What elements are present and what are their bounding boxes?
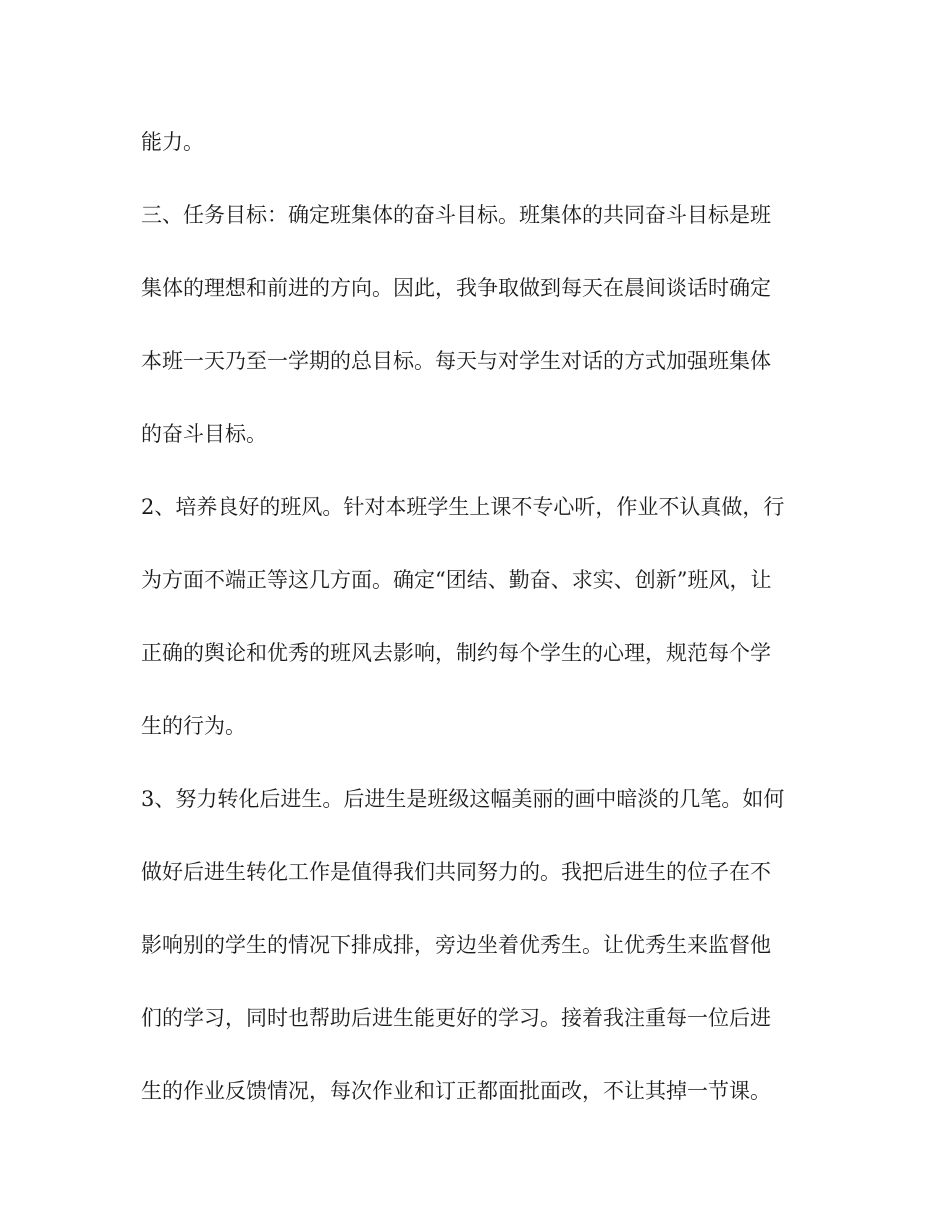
text-line: 的奋斗目标。 [141, 422, 267, 446]
text-line: 生的作业反馈情况，每次作业和订正都面批面改，不让其掉一节课。 [141, 1079, 771, 1103]
text-line: 正确的舆论和优秀的班风去影响，制约每个学生的心理，规范每个学 [141, 641, 771, 665]
text-line: 能力。 [141, 130, 204, 154]
text-line: 三、任务目标：确定班集体的奋斗目标。班集体的共同奋斗目标是班 [141, 203, 771, 227]
text-line: 做好后进生转化工作是值得我们共同努力的。我把后进生的位子在不 [141, 860, 771, 884]
text-line: 集体的理想和前进的方向。因此，我争取做到每天在晨间谈话时确定 [141, 276, 771, 300]
text-line: 3、努力转化后进生。后进生是班级这幅美丽的画中暗淡的几笔。如何 [141, 787, 785, 811]
text-line: 生的行为。 [141, 714, 246, 738]
text-line: 本班一天乃至一学期的总目标。每天与对学生对话的方式加强班集体 [141, 349, 771, 373]
text-line: 们的学习，同时也帮助后进生能更好的学习。接着我注重每一位后进 [141, 1006, 771, 1030]
text-line: 影响别的学生的情况下排成排，旁边坐着优秀生。让优秀生来监督他 [141, 933, 771, 957]
text-line: 为方面不端正等这几方面。确定“团结、勤奋、求实、创新”班风，让 [141, 568, 772, 592]
text-line: 2、培养良好的班风。针对本班学生上课不专心听，作业不认真做，行 [141, 495, 785, 519]
